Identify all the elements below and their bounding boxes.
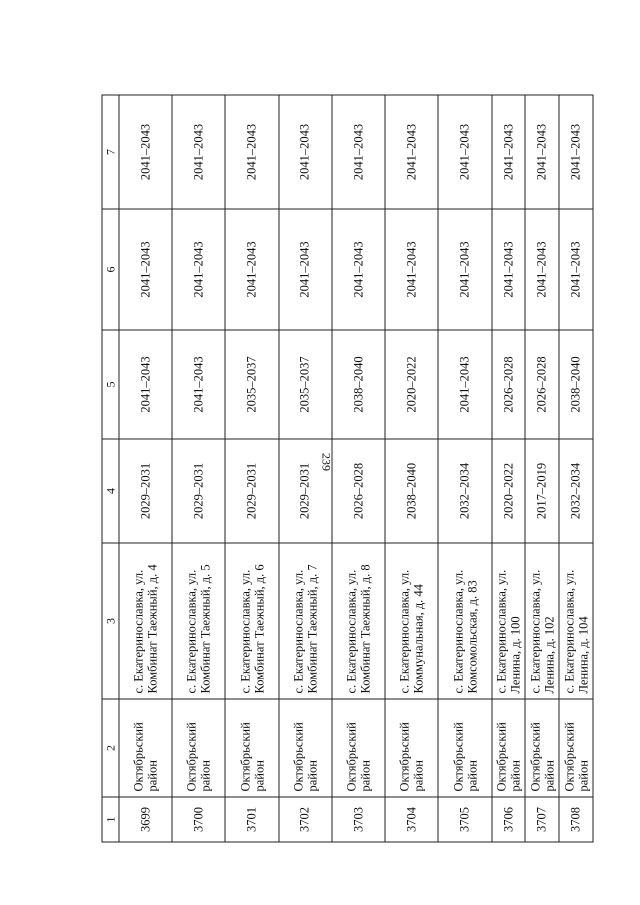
period-col4-cell: 2020–2022 — [491, 439, 525, 543]
column-header-3: 3 — [102, 543, 119, 699]
period-col5-cell: 2026–2028 — [525, 330, 559, 439]
period-col7-cell: 2041–2043 — [331, 95, 384, 209]
period-col6-cell: 2041–2043 — [278, 209, 331, 330]
period-col6-cell: 2041–2043 — [331, 209, 384, 330]
row-number-cell: 3700 — [172, 797, 225, 842]
housing-repair-table-wrapper — [101, 95, 593, 842]
row-number-cell: 3703 — [331, 797, 384, 842]
row-number-cell: 3701 — [225, 797, 278, 842]
address-cell: с. Екатеринославка, ул. Комбинат Таежный, д. 5 — [172, 543, 225, 699]
address-cell: с. Екатеринославка, ул. Комбинат Таежный, д. 8 — [331, 543, 384, 699]
address-cell: с. Екатеринославка, ул. Комбинат Таежный, д. 4 — [119, 543, 172, 699]
period-col6-cell: 2041–2043 — [119, 209, 172, 330]
housing-repair-table — [101, 94, 593, 842]
table-row — [385, 95, 438, 842]
table-body — [119, 95, 593, 842]
column-header-6: 6 — [102, 209, 119, 330]
row-number-cell: 3707 — [525, 797, 559, 842]
period-col4-cell: 2032–2034 — [438, 439, 491, 543]
row-number-cell: 3706 — [491, 797, 525, 842]
period-col7-cell: 2041–2043 — [438, 95, 491, 209]
period-col5-cell: 2035–2037 — [225, 330, 278, 439]
table-row — [331, 95, 384, 842]
district-cell: Октябрьский район — [438, 699, 491, 797]
table-row — [491, 95, 525, 842]
period-col4-cell: 2029–2031 — [119, 439, 172, 543]
address-cell: с. Екатеринославка, ул. Ленина, д. 100 — [491, 543, 525, 699]
period-col5-cell: 2041–2043 — [172, 330, 225, 439]
page-number: 239 — [319, 453, 334, 471]
table-row — [438, 95, 491, 842]
district-cell: Октябрьский район — [525, 699, 559, 797]
district-cell: Октябрьский район — [172, 699, 225, 797]
period-col5-cell: 2020–2022 — [385, 330, 438, 439]
address-cell: с. Екатеринославка, ул. Комсомольская, д. 83 — [438, 543, 491, 699]
period-col4-cell: 2026–2028 — [331, 439, 384, 543]
period-col4-cell: 2029–2031 — [225, 439, 278, 543]
period-col7-cell: 2041–2043 — [172, 95, 225, 209]
period-col6-cell: 2041–2043 — [491, 209, 525, 330]
period-col6-cell: 2041–2043 — [438, 209, 491, 330]
column-header-4: 4 — [102, 439, 119, 543]
period-col4-cell: 2038–2040 — [385, 439, 438, 543]
period-col7-cell: 2041–2043 — [525, 95, 559, 209]
district-cell: Октябрьский район — [491, 699, 525, 797]
table-row — [559, 95, 593, 842]
column-number-row — [102, 95, 119, 842]
district-cell: Октябрьский район — [331, 699, 384, 797]
period-col6-cell: 2041–2043 — [385, 209, 438, 330]
period-col7-cell: 2041–2043 — [119, 95, 172, 209]
period-col4-cell: 2032–2034 — [559, 439, 593, 543]
district-cell: Октябрьский район — [559, 699, 593, 797]
period-col5-cell: 2026–2028 — [491, 330, 525, 439]
address-cell: с. Екатеринославка, ул. Коммунальная, д. 44 — [385, 543, 438, 699]
district-cell: Октябрьский район — [225, 699, 278, 797]
period-col6-cell: 2041–2043 — [525, 209, 559, 330]
period-col6-cell: 2041–2043 — [172, 209, 225, 330]
period-col5-cell: 2038–2040 — [559, 330, 593, 439]
district-cell: Октябрьский район — [278, 699, 331, 797]
district-cell: Октябрьский район — [385, 699, 438, 797]
period-col7-cell: 2041–2043 — [225, 95, 278, 209]
row-number-cell: 3699 — [119, 797, 172, 842]
table-header — [102, 95, 119, 842]
period-col7-cell: 2041–2043 — [278, 95, 331, 209]
column-header-7: 7 — [102, 95, 119, 209]
period-col5-cell: 2041–2043 — [119, 330, 172, 439]
address-cell: с. Екатеринославка, ул. Ленина, д. 102 — [525, 543, 559, 699]
period-col7-cell: 2041–2043 — [491, 95, 525, 209]
district-cell: Октябрьский район — [119, 699, 172, 797]
period-col7-cell: 2041–2043 — [385, 95, 438, 209]
table-row — [172, 95, 225, 842]
period-col4-cell: 2029–2031 — [278, 439, 331, 543]
period-col6-cell: 2041–2043 — [225, 209, 278, 330]
period-col4-cell: 2029–2031 — [172, 439, 225, 543]
period-col5-cell: 2041–2043 — [438, 330, 491, 439]
row-number-cell: 3702 — [278, 797, 331, 842]
row-number-cell: 3708 — [559, 797, 593, 842]
period-col5-cell: 2038–2040 — [331, 330, 384, 439]
table-row — [525, 95, 559, 842]
address-cell: с. Екатеринославка, ул. Ленина, д. 104 — [559, 543, 593, 699]
row-number-cell: 3705 — [438, 797, 491, 842]
period-col4-cell: 2017–2019 — [525, 439, 559, 543]
table-row — [119, 95, 172, 842]
address-cell: с. Екатеринославка, ул. Комбинат Таежный, д. 7 — [278, 543, 331, 699]
period-col7-cell: 2041–2043 — [559, 95, 593, 209]
table-row — [278, 95, 331, 842]
table-row — [225, 95, 278, 842]
column-header-2: 2 — [102, 699, 119, 797]
address-cell: с. Екатеринославка, ул. Комбинат Таежный, д. 6 — [225, 543, 278, 699]
column-header-1: 1 — [102, 797, 119, 842]
period-col5-cell: 2035–2037 — [278, 330, 331, 439]
period-col6-cell: 2041–2043 — [559, 209, 593, 330]
row-number-cell: 3704 — [385, 797, 438, 842]
column-header-5: 5 — [102, 330, 119, 439]
